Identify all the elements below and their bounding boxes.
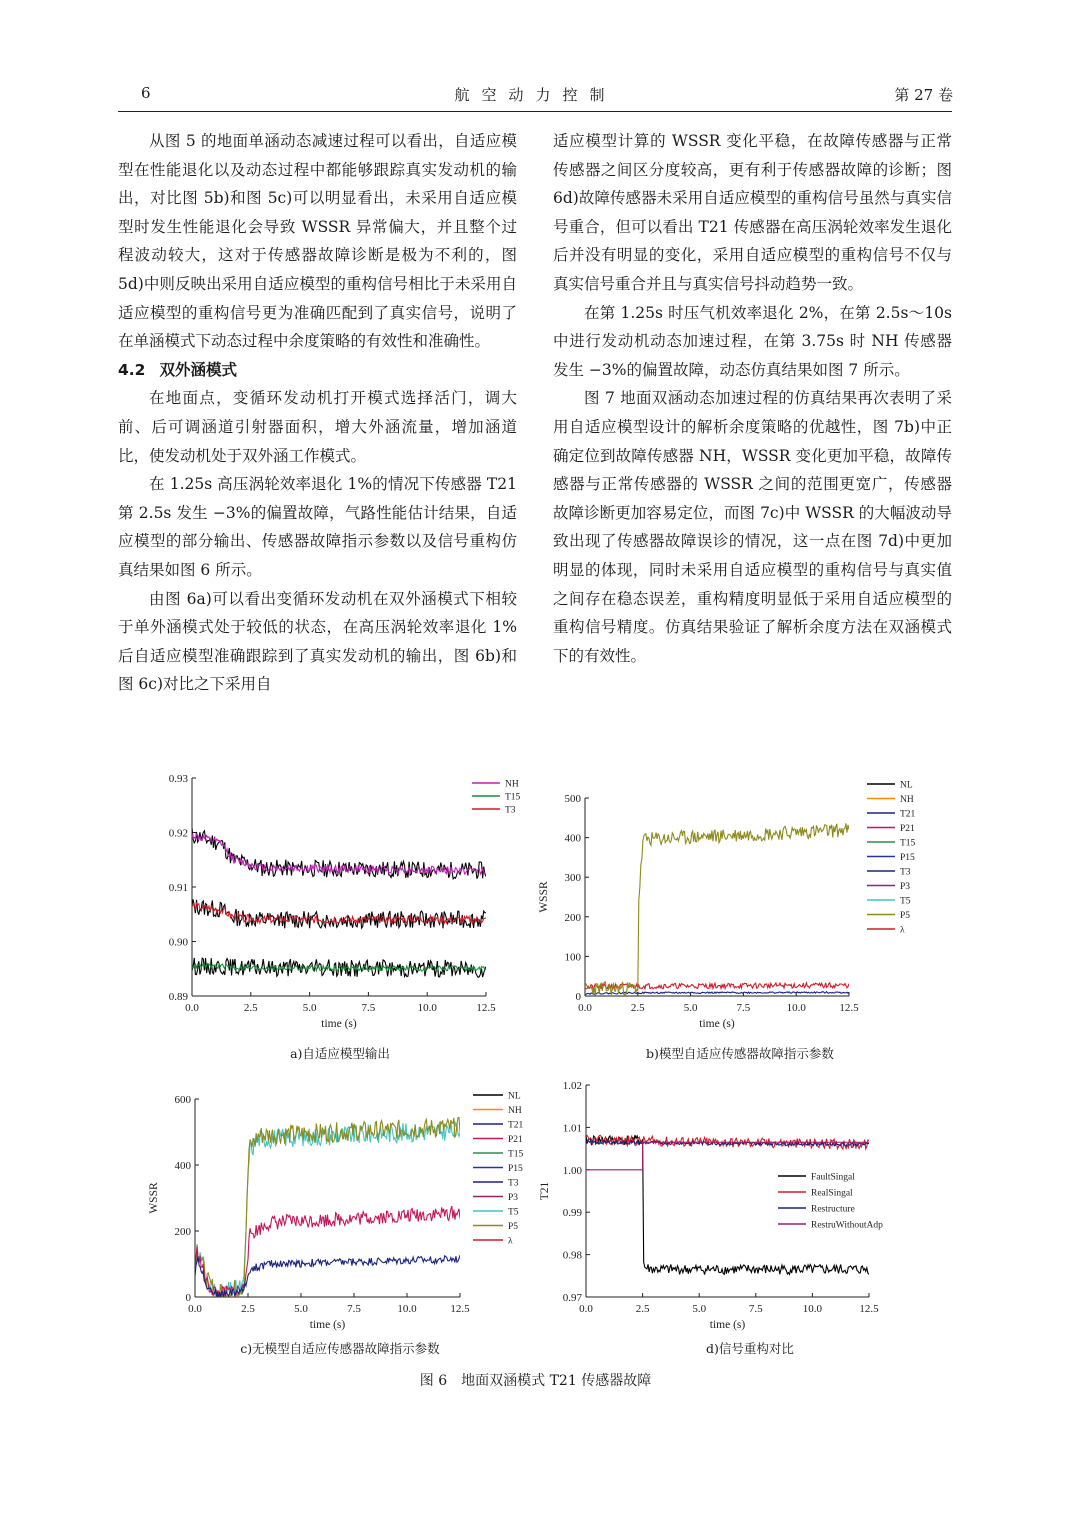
y-tick-label: 400 <box>174 1160 191 1172</box>
legend-label: NH <box>508 1106 522 1116</box>
x-tick-label: 12.5 <box>839 1002 859 1014</box>
series-line <box>192 899 486 928</box>
chart-panel-b <box>525 775 930 1040</box>
legend-label: Restructure <box>811 1204 855 1215</box>
legend-label: T15 <box>508 1149 524 1160</box>
y-tick-label: 0.99 <box>562 1207 582 1220</box>
x-tick-label: 0.0 <box>578 1002 592 1014</box>
y-tick-label: 1.02 <box>562 1080 582 1092</box>
y-tick-label: 600 <box>174 1094 191 1106</box>
y-tick-label: 200 <box>564 911 581 924</box>
subcaption-a: a)自适应模型输出 <box>290 1046 390 1061</box>
y-axis-label: WSSR <box>538 881 550 913</box>
y-tick-label: 0.98 <box>562 1249 582 1262</box>
x-tick-label: 5.0 <box>302 1002 317 1014</box>
x-axis-label: time (s) <box>321 1018 357 1030</box>
legend-label: RestruWithoutAdp <box>811 1220 883 1231</box>
y-tick-label: 0.93 <box>168 773 188 785</box>
x-tick-label: 5.0 <box>294 1303 308 1315</box>
series-line-T21 <box>585 823 849 995</box>
section-heading <box>118 356 517 385</box>
legend-label: P21 <box>508 1135 523 1145</box>
legend-label: P15 <box>900 853 915 863</box>
x-tick-label: 10.0 <box>786 1002 806 1014</box>
x-axis-label: time (s) <box>309 1319 346 1331</box>
legend-label: P5 <box>900 911 911 921</box>
legend-label: P5 <box>508 1222 519 1232</box>
legend-label: λ <box>508 1236 513 1247</box>
y-tick-label: 0.92 <box>168 827 188 840</box>
legend-label: T3 <box>508 1178 519 1189</box>
paragraph: 在地面点，变循环发动机打开模式选择活门，调大前、后可调涵道引射器面积，增大外涵流量，增加涵道比，使发动机处于双外涵工作模式。 <box>118 389 517 465</box>
legend-label: NH <box>900 795 914 805</box>
legend-label: T3 <box>505 805 516 816</box>
paragraph: 从图 5 的地面单涵动态减速过程可以看出，自适应模型在性能退化以及动态过程中都能够跟踪真实发动机的输出，对比图 5b)和图 5c)可以明显看出，未采用自适应模型时发生性能退化会导致 WSSR 异常偏大，并且整个过程波动较大，这对于传感器故障诊断是极为不利的，图 5d)中则反映出采用自适应模型的重构信号相比于未采用自适应模型的重构信号更为准确匹配到了真实信号，说明了在单涵模式下动态过程中余度策略的有效性和准确性。 <box>118 132 517 351</box>
x-tick-label: 7.5 <box>361 1002 376 1014</box>
x-tick-label: 7.5 <box>748 1303 763 1315</box>
legend-label: NL <box>508 1091 521 1102</box>
y-tick-label: 0 <box>185 1292 191 1304</box>
legend-label: P3 <box>900 882 911 892</box>
legend-label: λ <box>900 925 905 936</box>
legend-label: P21 <box>900 824 915 834</box>
legend-label: P15 <box>508 1164 523 1174</box>
y-tick-label: 200 <box>174 1226 191 1238</box>
y-tick-label: 0 <box>575 991 581 1003</box>
y-tick-label: 0.91 <box>168 882 188 894</box>
x-tick-label: 7.5 <box>736 1002 751 1014</box>
legend-label: T21 <box>900 809 916 820</box>
y-tick-label: 0.90 <box>168 936 188 949</box>
y-tick-label: 300 <box>564 872 581 885</box>
y-tick-label: 0.89 <box>168 991 188 1003</box>
journal-title: 航空动力控制 <box>454 86 617 104</box>
series-line-λ <box>585 983 849 990</box>
x-tick-label: 10.0 <box>397 1303 417 1315</box>
series-line-T21 <box>195 1255 460 1299</box>
y-tick-label: 100 <box>564 951 581 964</box>
y-tick-label: 0.97 <box>562 1292 582 1304</box>
legend-label: T5 <box>900 896 911 907</box>
legend-label: T5 <box>508 1207 519 1218</box>
y-tick-label: 500 <box>564 793 581 805</box>
series-line-RestruWithoutAdp <box>586 1142 869 1170</box>
legend-label: P3 <box>508 1193 519 1203</box>
legend-label: T3 <box>900 867 911 878</box>
page-number: 6 <box>141 84 151 102</box>
paragraph: 适应模型计算的 WSSR 变化平稳，在故障传感器与正常传感器之间区分度较高，更有利于传感器故障的诊断；图 6d)故障传感器未采用自适应模型的重构信号虽然与真实信号重合，但可以看出 T21 传感器在高压涡轮效率发生退化后并没有明显的变化，采用自适应模型的重构信号不仅与真实信号重合并且与真实信号抖动趋势一致。 <box>553 132 952 293</box>
legend-label: FaultSingal <box>811 1172 855 1183</box>
legend-label: NH <box>505 779 519 790</box>
legend-label: NL <box>900 780 913 791</box>
x-tick-label: 10.0 <box>802 1303 823 1315</box>
x-tick-label: 0.0 <box>579 1303 593 1315</box>
x-tick-label: 2.5 <box>243 1002 258 1014</box>
y-tick-label: 1.00 <box>562 1164 582 1177</box>
paragraph: 在 1.25s 高压涡轮效率退化 1%的情况下传感器 T21 第 2.5s 发生 −3%的偏置故障，气路性能估计结果，自适应模型的部分输出、传感器故障指示参数以及信号重构仿真结果如图 6 所示。 <box>118 475 517 579</box>
paragraph: 图 7 地面双涵动态加速过程的仿真结果再次表明了采用自适应模型设计的解析余度策略的优越性，图 7b)中正确定位到故障传感器 NH，WSSR 变化更加平稳，故障传感器与正常传感器的 WSSR 之间的范围更宽广，传感器故障诊断更加容易定位，而图 7c)中 WSSR 的大幅波动导致出现了传感器故障误诊的情况，这一点在图 7d)中更加明显的体现，同时未采用自适应模型的重构信号与真实值之间存在稳态误差，重构精度明显低于采用自适应模型的重构信号精度。仿真结果验证了解析余度方法在双涵模式下的有效性。 <box>553 389 952 665</box>
x-tick-label: 5.0 <box>692 1303 707 1315</box>
header-rule <box>118 111 952 112</box>
subcaption-d: d)信号重构对比 <box>706 1341 794 1356</box>
x-tick-label: 5.0 <box>683 1002 698 1014</box>
legend-label: T15 <box>505 792 521 803</box>
x-axis-label: time (s) <box>699 1018 735 1030</box>
series-line-NH <box>192 833 486 874</box>
x-tick-label: 2.5 <box>241 1303 255 1315</box>
paragraph: 由图 6a)可以看出变循环发动机在双外涵模式下相较于单外涵模式处于较低的状态，在高压涡轮效率退化 1%后自适应模型准确跟踪到了真实发动机的输出，图 6b)和图 6c)对比之下采用自 <box>118 589 517 694</box>
x-tick-label: 2.5 <box>630 1002 645 1014</box>
left-text-column <box>118 127 517 699</box>
x-tick-label: 7.5 <box>347 1303 361 1315</box>
chart-panel-d <box>530 1077 930 1335</box>
x-tick-label: 0.0 <box>188 1303 202 1315</box>
section-number: 4.2 <box>118 360 146 379</box>
y-tick-label: 1.01 <box>562 1122 582 1135</box>
legend-label: T15 <box>900 838 916 849</box>
y-axis-label: WSSR <box>148 1182 160 1214</box>
chart-panel-c <box>140 1080 540 1335</box>
x-tick-label: 2.5 <box>635 1303 650 1315</box>
subcaption-c: c)无模型自适应传感器故障指示参数 <box>240 1341 440 1356</box>
series-line <box>192 828 486 879</box>
x-tick-label: 12.5 <box>450 1303 470 1315</box>
legend-label: T21 <box>508 1120 524 1131</box>
figure-caption: 图 6 地面双涵模式 T21 传感器故障 <box>419 1373 652 1389</box>
right-text-column <box>553 127 952 670</box>
volume-label: 第 27 卷 <box>894 86 953 104</box>
x-tick-label: 12.5 <box>476 1002 496 1014</box>
chart-panel-a <box>120 770 540 1040</box>
y-axis-label: T21 <box>539 1181 551 1201</box>
subcaption-b: b)模型自适应传感器故障指示参数 <box>646 1046 834 1061</box>
x-tick-label: 10.0 <box>417 1002 437 1014</box>
x-tick-label: 0.0 <box>185 1002 199 1014</box>
x-tick-label: 12.5 <box>859 1303 879 1315</box>
x-axis-label: time (s) <box>709 1319 746 1331</box>
series-line-P5 <box>195 1118 460 1302</box>
y-tick-label: 400 <box>564 832 581 845</box>
legend-label: RealSingal <box>811 1188 853 1199</box>
paragraph: 在第 1.25s 时压气机效率退化 2%，在第 2.5s～10s 中进行发动机动态加速过程，在第 3.75s 时 NH 传感器发生 −3%的偏置故障，动态仿真结果如图 7 所示。 <box>553 303 952 379</box>
section-title: 双外涵模式 <box>159 360 237 379</box>
